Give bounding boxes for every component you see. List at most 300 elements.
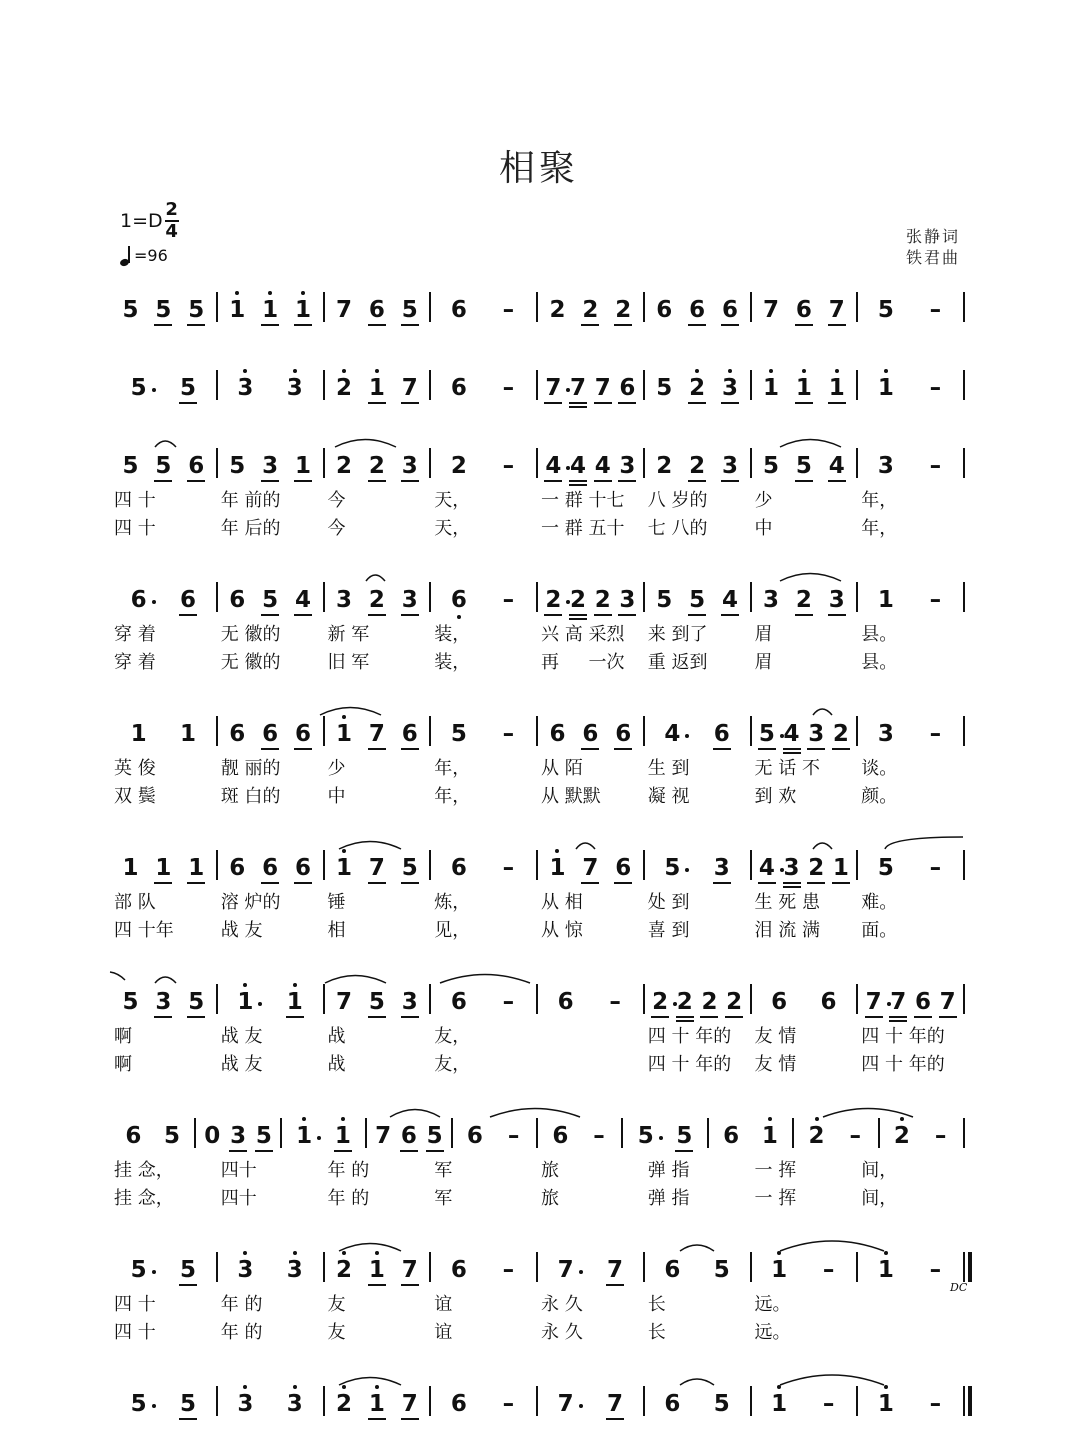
- underline: [758, 748, 776, 750]
- underline: [187, 882, 205, 884]
- lyric: 一 群 五十: [541, 518, 625, 539]
- note: 5: [758, 721, 775, 747]
- high-octave-dot: [777, 1385, 781, 1389]
- lyric: 八 岁的: [647, 490, 708, 511]
- underline: [614, 748, 632, 750]
- underline: [581, 748, 599, 750]
- lyric: 今: [327, 490, 346, 511]
- underline: [294, 614, 312, 616]
- staff-row: [0, 714, 1078, 754]
- underline: [154, 480, 172, 482]
- staff-row: [0, 848, 1078, 888]
- note: 5: [877, 855, 894, 881]
- staff-row: [0, 1250, 1078, 1290]
- underline: [368, 1284, 386, 1286]
- note: 5: [180, 1257, 197, 1283]
- measure: [857, 982, 964, 1022]
- underline: [368, 480, 386, 482]
- lyric: 战 友: [220, 920, 263, 941]
- note: 3: [335, 587, 352, 613]
- underline: [594, 480, 612, 482]
- high-octave-dot: [695, 369, 699, 373]
- measure: [110, 290, 217, 330]
- note: 2: [335, 1257, 352, 1283]
- high-octave-dot: [302, 1117, 306, 1121]
- dash: –: [929, 855, 942, 881]
- underline: [294, 480, 312, 482]
- lyric: 七 八的: [647, 518, 708, 539]
- underline: [618, 480, 636, 482]
- note: 5: [229, 453, 246, 479]
- lyric: 从 陌: [541, 758, 583, 779]
- measure: [110, 446, 217, 486]
- note: 3: [401, 587, 418, 613]
- measure: [281, 1116, 366, 1156]
- measure: [110, 1116, 195, 1156]
- staff-row: [0, 1116, 1078, 1156]
- measure: [879, 1116, 964, 1156]
- note: 6: [450, 587, 467, 613]
- underline: [581, 882, 599, 884]
- note: 5: [795, 453, 812, 479]
- lyric: 部 队: [114, 892, 156, 913]
- lyric: 溶 炉的: [220, 892, 281, 913]
- note: 1: [237, 989, 254, 1015]
- high-octave-dot: [375, 1385, 379, 1389]
- note: 7: [545, 375, 562, 401]
- note: 5: [155, 453, 172, 479]
- note: 1: [296, 1123, 313, 1149]
- lyric: 从 默默: [541, 786, 601, 807]
- augmentation-dot: [317, 1136, 321, 1140]
- lyric: 难。: [861, 892, 898, 913]
- lyric: 啊: [114, 1054, 132, 1075]
- high-octave-dot: [342, 1385, 346, 1389]
- dash: –: [502, 1391, 515, 1417]
- note: 5: [637, 1123, 654, 1149]
- note: 1: [286, 989, 303, 1015]
- underline: [795, 614, 813, 616]
- underline: [229, 1150, 247, 1152]
- measure: [452, 1116, 537, 1156]
- note: 2: [832, 721, 849, 747]
- note: 5: [122, 297, 139, 323]
- note: 6: [656, 297, 673, 323]
- note: 1: [549, 855, 566, 881]
- lyric: 英 俊: [114, 758, 156, 779]
- note: 2: [549, 297, 566, 323]
- note: 6: [262, 721, 279, 747]
- note: 2: [335, 1391, 352, 1417]
- lyric: 无 话 不: [754, 758, 820, 779]
- note: 4: [828, 453, 845, 479]
- note: 5: [689, 587, 706, 613]
- underline: [401, 1016, 419, 1018]
- high-octave-dot: [900, 1117, 904, 1121]
- note: 7: [607, 1257, 624, 1283]
- key-signature: [120, 200, 179, 242]
- lyric: 长: [647, 1322, 666, 1343]
- lyric: 四 十 年的: [861, 1026, 945, 1047]
- underline: [187, 1016, 205, 1018]
- lyric: 旧 军: [327, 652, 370, 673]
- measure: [644, 580, 751, 620]
- lyric: 年，: [861, 518, 898, 539]
- augmentation-dot: [685, 734, 689, 738]
- high-octave-dot: [555, 849, 559, 853]
- underline: [721, 614, 739, 616]
- note: 2: [656, 453, 673, 479]
- measure: [324, 580, 431, 620]
- measure: [217, 1384, 324, 1424]
- high-octave-dot: [342, 849, 346, 853]
- note: 7: [939, 989, 956, 1015]
- lyric: 年 后的: [220, 518, 281, 539]
- underline: [795, 480, 813, 482]
- note: 5: [130, 1391, 147, 1417]
- lyric: 永 久: [541, 1322, 583, 1343]
- note: 2: [570, 587, 587, 613]
- underline: [187, 324, 205, 326]
- lyric: 友 情: [754, 1026, 797, 1047]
- note: 4: [722, 587, 739, 613]
- lyric: 友，: [434, 1026, 471, 1047]
- high-octave-dot: [884, 1385, 888, 1389]
- note: 5: [368, 989, 385, 1015]
- measure: [537, 368, 644, 408]
- note: 7: [582, 855, 599, 881]
- barline: [963, 292, 965, 322]
- note: 7: [401, 1391, 418, 1417]
- measure: [537, 848, 644, 888]
- underline: [581, 324, 599, 326]
- note: 5: [401, 297, 418, 323]
- lyric: 装，: [434, 624, 471, 645]
- note: 3: [713, 855, 730, 881]
- lyric: 天，: [434, 490, 471, 511]
- note: 4: [295, 587, 312, 613]
- note: 7: [368, 855, 385, 881]
- underline: [807, 882, 825, 884]
- note: 1: [761, 1123, 778, 1149]
- underline: [154, 324, 172, 326]
- note: 3: [155, 989, 172, 1015]
- measure: [324, 714, 431, 754]
- measure: [110, 714, 217, 754]
- note: 2: [808, 1123, 825, 1149]
- note: 4: [570, 453, 587, 479]
- underline: [795, 402, 813, 404]
- note: 7: [557, 1391, 574, 1417]
- lyric: 年 的: [327, 1160, 370, 1181]
- underline: [401, 402, 419, 404]
- note: 5: [180, 1391, 197, 1417]
- note: 7: [607, 1391, 624, 1417]
- tempo-value: =96: [134, 245, 168, 265]
- note: 5: [713, 1391, 730, 1417]
- note: 1: [335, 855, 352, 881]
- measure: [217, 982, 324, 1022]
- measure: [430, 290, 537, 330]
- note: 7: [557, 1257, 574, 1283]
- measure: [622, 1116, 707, 1156]
- underline: [713, 882, 731, 884]
- barline: [963, 850, 965, 880]
- note: 7: [865, 989, 882, 1015]
- note: 5: [122, 989, 139, 1015]
- underline: [713, 748, 731, 750]
- note: 7: [368, 721, 385, 747]
- measure: [644, 446, 751, 486]
- underline: [939, 1016, 957, 1018]
- underline: [401, 882, 419, 884]
- lyric: 四 十: [114, 1322, 156, 1343]
- note: 6: [180, 587, 197, 613]
- measure: [751, 1384, 858, 1424]
- high-octave-dot: [293, 369, 297, 373]
- note: 6: [615, 855, 632, 881]
- note: 1: [877, 1391, 894, 1417]
- lyric: 眉: [754, 652, 773, 673]
- note: 5: [188, 989, 205, 1015]
- staff-row: [0, 290, 1078, 330]
- measure: [324, 368, 431, 408]
- note: 5: [450, 721, 467, 747]
- song-title: 相聚: [498, 148, 579, 189]
- lyric: 少: [327, 758, 346, 779]
- note: 6: [450, 1257, 467, 1283]
- lyric: 谈。: [861, 758, 898, 779]
- underline: [651, 1016, 669, 1018]
- measure: [430, 446, 537, 486]
- final-barline: [968, 1252, 972, 1282]
- high-octave-dot: [243, 983, 247, 987]
- high-octave-dot: [293, 1385, 297, 1389]
- dash: –: [929, 721, 942, 747]
- lyric: 泪 流 满: [754, 920, 820, 941]
- note: 6: [125, 1123, 142, 1149]
- measure: [537, 446, 644, 486]
- lyric: 见，: [434, 920, 471, 941]
- measure: [857, 848, 964, 888]
- underline: [334, 1150, 352, 1152]
- measure: [644, 368, 751, 408]
- measure: [110, 848, 217, 888]
- augmentation-dot: [152, 1270, 156, 1274]
- high-octave-dot: [293, 1251, 297, 1255]
- note: 0: [204, 1123, 221, 1149]
- lyric: 谊: [434, 1322, 453, 1343]
- note: 1: [334, 1123, 351, 1149]
- measure: [644, 714, 751, 754]
- dash: –: [929, 453, 942, 479]
- note: 3: [237, 1257, 254, 1283]
- note: 2: [689, 375, 706, 401]
- underline: [807, 748, 825, 750]
- measure: [644, 1250, 751, 1290]
- note: 2: [726, 989, 743, 1015]
- measure: [324, 848, 431, 888]
- underline: [401, 614, 419, 616]
- underline: [294, 748, 312, 750]
- lyric: 友: [327, 1322, 346, 1343]
- high-octave-dot: [835, 369, 839, 373]
- note: 3: [722, 375, 739, 401]
- note: 1: [795, 375, 812, 401]
- note: 5: [762, 453, 779, 479]
- underline: [179, 402, 197, 404]
- note: 3: [286, 1257, 303, 1283]
- underline: [179, 614, 197, 616]
- lyric: 永 久: [541, 1294, 583, 1315]
- augmentation-dot: [579, 1404, 583, 1408]
- measure: [751, 982, 858, 1022]
- underline: [368, 1418, 386, 1420]
- dash: –: [929, 375, 942, 401]
- underline: [261, 614, 279, 616]
- measure: [430, 580, 537, 620]
- note: 7: [375, 1123, 392, 1149]
- note: 6: [713, 721, 730, 747]
- note: 3: [877, 453, 894, 479]
- note: 6: [466, 1123, 483, 1149]
- note: 6: [450, 989, 467, 1015]
- underline: [832, 748, 850, 750]
- note: 6: [820, 989, 837, 1015]
- lyric: 一 挥: [754, 1160, 797, 1181]
- note: 1: [295, 453, 312, 479]
- lyric: 中: [327, 786, 346, 807]
- note: 6: [229, 587, 246, 613]
- measure: [217, 580, 324, 620]
- underline: [889, 1016, 907, 1018]
- note: 3: [286, 375, 303, 401]
- note: 6: [188, 453, 205, 479]
- note: 1: [130, 721, 147, 747]
- note: 1: [877, 587, 894, 613]
- note: 2: [594, 587, 611, 613]
- underline: [261, 480, 279, 482]
- staff-row: [0, 982, 1078, 1022]
- lyric: 长: [647, 1294, 666, 1315]
- measure: [537, 1116, 622, 1156]
- underline: [614, 882, 632, 884]
- dash: –: [929, 587, 942, 613]
- lyric: 斑 白的: [220, 786, 281, 807]
- lyric: 四 十: [114, 1294, 156, 1315]
- note: 6: [552, 1123, 569, 1149]
- underline: [721, 402, 739, 404]
- note: 5: [130, 1257, 147, 1283]
- measure: [708, 1116, 793, 1156]
- lyric: 从 相: [541, 892, 583, 913]
- underline: [725, 1016, 743, 1018]
- note: 5: [713, 1257, 730, 1283]
- note: 6: [450, 1391, 467, 1417]
- note: 2: [335, 453, 352, 479]
- lyric: 远。: [754, 1322, 791, 1343]
- lyric: 年，: [861, 490, 898, 511]
- note: 6: [450, 297, 467, 323]
- underline: [368, 402, 386, 404]
- dash: –: [502, 375, 515, 401]
- lyric: 军: [434, 1160, 453, 1181]
- note: 4: [783, 721, 800, 747]
- high-octave-dot: [802, 369, 806, 373]
- lyric: 友，: [434, 1054, 471, 1075]
- high-octave-dot: [301, 291, 305, 295]
- underline: [594, 614, 612, 616]
- note: 1: [762, 375, 779, 401]
- underline: [688, 480, 706, 482]
- underline: [828, 614, 846, 616]
- lyric: 一 群 十七: [541, 490, 625, 511]
- underline: [594, 402, 612, 404]
- note: 5: [155, 297, 172, 323]
- note: 3: [401, 989, 418, 1015]
- lyric: 远。: [754, 1294, 791, 1315]
- lyricist-credit: 张静词: [905, 227, 960, 246]
- note: 1: [771, 1257, 788, 1283]
- lyric: 四 十 年的: [861, 1054, 945, 1075]
- high-octave-dot: [268, 291, 272, 295]
- measure: [430, 982, 537, 1022]
- note: 5: [262, 587, 279, 613]
- underline: [832, 882, 850, 884]
- underline: [179, 1284, 197, 1286]
- note: 5: [164, 1123, 181, 1149]
- augmentation-dot: [258, 1002, 262, 1006]
- note: 6: [771, 989, 788, 1015]
- lyric: 来 到了: [647, 624, 708, 645]
- measure: [857, 290, 964, 330]
- measure: [430, 368, 537, 408]
- note: 2: [582, 297, 599, 323]
- lyric: 年 的: [220, 1294, 263, 1315]
- underline: [400, 1150, 418, 1152]
- note: 6: [295, 855, 312, 881]
- underline: [688, 614, 706, 616]
- note: 2: [450, 453, 467, 479]
- underline: [758, 882, 776, 884]
- measure: [537, 714, 644, 754]
- dash: –: [502, 989, 515, 1015]
- underline: [914, 1016, 932, 1018]
- underline: [255, 1150, 273, 1152]
- lyric: 县。: [861, 652, 898, 673]
- note: 7: [762, 297, 779, 323]
- high-octave-dot: [342, 369, 346, 373]
- lyric: 相: [327, 920, 346, 941]
- lyric: 无 徽的: [220, 652, 281, 673]
- note: 5: [401, 855, 418, 881]
- barline: [963, 984, 965, 1014]
- underline: [618, 614, 636, 616]
- underline: [368, 882, 386, 884]
- lyric: 县。: [861, 624, 898, 645]
- note: 5: [188, 297, 205, 323]
- underline: [828, 402, 846, 404]
- lyric: 处 到: [647, 892, 690, 913]
- measure: [751, 368, 858, 408]
- note: 6: [664, 1257, 681, 1283]
- underline: [401, 748, 419, 750]
- lyric: 友: [327, 1294, 346, 1315]
- dash: –: [507, 1123, 520, 1149]
- measure: [751, 1250, 858, 1290]
- note: 1: [155, 855, 172, 881]
- augmentation-dot: [152, 388, 156, 392]
